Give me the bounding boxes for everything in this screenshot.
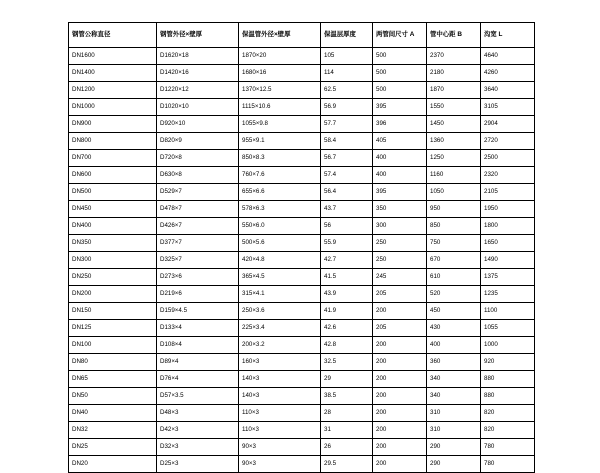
cell-insulated-od-thickness: 365×4.5 <box>239 269 321 286</box>
cell-pipe-od-thickness: D57×3.5 <box>157 388 239 405</box>
cell-insulation-thickness: 57.4 <box>321 167 373 184</box>
cell-center-distance-b: 360 <box>427 354 481 371</box>
table-row <box>69 388 535 405</box>
cell-insulation-thickness: 56.7 <box>321 150 373 167</box>
cell-trench-width-l: 880 <box>481 388 535 405</box>
cell-pipe-od-thickness: D820×9 <box>157 133 239 150</box>
cell-center-distance-b: 1870 <box>427 82 481 99</box>
cell-pipe-gap-a: 200 <box>373 337 427 354</box>
cell-insulated-od-thickness: 420×4.8 <box>239 252 321 269</box>
cell-pipe-gap-a: 200 <box>373 456 427 473</box>
cell-insulation-thickness: 105 <box>321 48 373 65</box>
cell-insulated-od-thickness: 1115×10.6 <box>239 99 321 116</box>
cell-nominal-diameter: DN450 <box>69 201 157 218</box>
table-row <box>69 456 535 473</box>
cell-nominal-diameter: DN600 <box>69 167 157 184</box>
cell-nominal-diameter: DN1400 <box>69 65 157 82</box>
cell-nominal-diameter: DN65 <box>69 371 157 388</box>
cell-pipe-gap-a: 300 <box>373 218 427 235</box>
cell-trench-width-l: 3105 <box>481 99 535 116</box>
cell-trench-width-l: 780 <box>481 439 535 456</box>
cell-pipe-od-thickness: D920×10 <box>157 116 239 133</box>
cell-trench-width-l: 820 <box>481 405 535 422</box>
cell-center-distance-b: 1050 <box>427 184 481 201</box>
cell-pipe-od-thickness: D1420×16 <box>157 65 239 82</box>
cell-center-distance-b: 290 <box>427 439 481 456</box>
cell-pipe-gap-a: 200 <box>373 405 427 422</box>
table-row <box>69 201 535 218</box>
table-row <box>69 150 535 167</box>
cell-trench-width-l: 1000 <box>481 337 535 354</box>
cell-insulation-thickness: 42.7 <box>321 252 373 269</box>
cell-nominal-diameter: DN900 <box>69 116 157 133</box>
cell-insulation-thickness: 56 <box>321 218 373 235</box>
table-row <box>69 48 535 65</box>
cell-trench-width-l: 1235 <box>481 286 535 303</box>
cell-trench-width-l: 1055 <box>481 320 535 337</box>
cell-pipe-od-thickness: D1020×10 <box>157 99 239 116</box>
pipe-specification-table <box>68 22 535 473</box>
cell-nominal-diameter: DN1200 <box>69 82 157 99</box>
cell-center-distance-b: 670 <box>427 252 481 269</box>
cell-pipe-gap-a: 200 <box>373 439 427 456</box>
table-row <box>69 337 535 354</box>
cell-center-distance-b: 850 <box>427 218 481 235</box>
cell-insulated-od-thickness: 140×3 <box>239 388 321 405</box>
table-row <box>69 133 535 150</box>
cell-pipe-gap-a: 250 <box>373 252 427 269</box>
table-row <box>69 235 535 252</box>
cell-insulation-thickness: 29 <box>321 371 373 388</box>
cell-nominal-diameter: DN125 <box>69 320 157 337</box>
cell-insulation-thickness: 32.5 <box>321 354 373 371</box>
cell-pipe-od-thickness: D48×3 <box>157 405 239 422</box>
table-row <box>69 303 535 320</box>
cell-pipe-od-thickness: D25×3 <box>157 456 239 473</box>
cell-pipe-od-thickness: D426×7 <box>157 218 239 235</box>
cell-center-distance-b: 310 <box>427 422 481 439</box>
cell-pipe-od-thickness: D32×3 <box>157 439 239 456</box>
cell-trench-width-l: 920 <box>481 354 535 371</box>
cell-insulation-thickness: 42.6 <box>321 320 373 337</box>
cell-pipe-od-thickness: D1620×18 <box>157 48 239 65</box>
cell-insulation-thickness: 29.5 <box>321 456 373 473</box>
cell-insulated-od-thickness: 315×4.1 <box>239 286 321 303</box>
cell-insulated-od-thickness: 140×3 <box>239 371 321 388</box>
cell-insulation-thickness: 56.4 <box>321 184 373 201</box>
cell-nominal-diameter: DN200 <box>69 286 157 303</box>
column-header-nominal-diameter: 钢管公称直径 <box>69 23 157 48</box>
cell-trench-width-l: 2720 <box>481 133 535 150</box>
column-header-insulated-od-thickness: 保温管外径×壁厚 <box>239 23 321 48</box>
cell-insulated-od-thickness: 1680×16 <box>239 65 321 82</box>
cell-insulation-thickness: 41.5 <box>321 269 373 286</box>
cell-insulated-od-thickness: 225×3.4 <box>239 320 321 337</box>
cell-nominal-diameter: DN800 <box>69 133 157 150</box>
spec-table-container <box>68 22 534 473</box>
cell-trench-width-l: 3640 <box>481 82 535 99</box>
cell-trench-width-l: 2105 <box>481 184 535 201</box>
cell-pipe-gap-a: 350 <box>373 201 427 218</box>
cell-insulated-od-thickness: 578×6.3 <box>239 201 321 218</box>
cell-trench-width-l: 820 <box>481 422 535 439</box>
cell-pipe-gap-a: 200 <box>373 371 427 388</box>
cell-center-distance-b: 1160 <box>427 167 481 184</box>
cell-trench-width-l: 4260 <box>481 65 535 82</box>
cell-nominal-diameter: DN1600 <box>69 48 157 65</box>
cell-pipe-gap-a: 396 <box>373 116 427 133</box>
cell-center-distance-b: 1450 <box>427 116 481 133</box>
cell-pipe-gap-a: 500 <box>373 48 427 65</box>
cell-center-distance-b: 340 <box>427 388 481 405</box>
table-header-row <box>69 23 535 48</box>
cell-pipe-gap-a: 200 <box>373 388 427 405</box>
cell-nominal-diameter: DN350 <box>69 235 157 252</box>
cell-pipe-od-thickness: D89×4 <box>157 354 239 371</box>
cell-center-distance-b: 310 <box>427 405 481 422</box>
column-header-insulation-thickness: 保温层厚度 <box>321 23 373 48</box>
cell-center-distance-b: 2180 <box>427 65 481 82</box>
cell-insulated-od-thickness: 850×8.3 <box>239 150 321 167</box>
cell-pipe-od-thickness: D1220×12 <box>157 82 239 99</box>
cell-nominal-diameter: DN80 <box>69 354 157 371</box>
cell-insulated-od-thickness: 250×3.6 <box>239 303 321 320</box>
cell-pipe-od-thickness: D325×7 <box>157 252 239 269</box>
column-header-pipe-od-thickness: 钢管外径×壁厚 <box>157 23 239 48</box>
cell-center-distance-b: 400 <box>427 337 481 354</box>
cell-insulated-od-thickness: 160×3 <box>239 354 321 371</box>
cell-insulated-od-thickness: 110×3 <box>239 422 321 439</box>
table-body <box>69 48 535 473</box>
cell-pipe-gap-a: 200 <box>373 422 427 439</box>
table-row <box>69 99 535 116</box>
cell-insulated-od-thickness: 655×6.6 <box>239 184 321 201</box>
table-row <box>69 218 535 235</box>
cell-insulation-thickness: 114 <box>321 65 373 82</box>
cell-insulation-thickness: 55.9 <box>321 235 373 252</box>
cell-pipe-od-thickness: D76×4 <box>157 371 239 388</box>
cell-nominal-diameter: DN150 <box>69 303 157 320</box>
cell-center-distance-b: 1360 <box>427 133 481 150</box>
cell-trench-width-l: 780 <box>481 456 535 473</box>
cell-insulation-thickness: 41.9 <box>321 303 373 320</box>
cell-pipe-gap-a: 250 <box>373 235 427 252</box>
table-row <box>69 167 535 184</box>
cell-trench-width-l: 2904 <box>481 116 535 133</box>
cell-center-distance-b: 2370 <box>427 48 481 65</box>
table-row <box>69 371 535 388</box>
cell-nominal-diameter: DN40 <box>69 405 157 422</box>
cell-insulation-thickness: 31 <box>321 422 373 439</box>
cell-center-distance-b: 520 <box>427 286 481 303</box>
cell-pipe-gap-a: 205 <box>373 286 427 303</box>
cell-pipe-gap-a: 205 <box>373 320 427 337</box>
cell-insulation-thickness: 58.4 <box>321 133 373 150</box>
cell-pipe-od-thickness: D478×7 <box>157 201 239 218</box>
cell-pipe-od-thickness: D133×4 <box>157 320 239 337</box>
cell-insulation-thickness: 26 <box>321 439 373 456</box>
cell-nominal-diameter: DN400 <box>69 218 157 235</box>
cell-pipe-gap-a: 395 <box>373 99 427 116</box>
cell-trench-width-l: 1800 <box>481 218 535 235</box>
cell-pipe-gap-a: 500 <box>373 82 427 99</box>
cell-trench-width-l: 2500 <box>481 150 535 167</box>
cell-insulated-od-thickness: 760×7.6 <box>239 167 321 184</box>
cell-pipe-gap-a: 200 <box>373 303 427 320</box>
cell-insulated-od-thickness: 90×3 <box>239 439 321 456</box>
cell-pipe-gap-a: 395 <box>373 184 427 201</box>
cell-pipe-od-thickness: D108×4 <box>157 337 239 354</box>
cell-nominal-diameter: DN50 <box>69 388 157 405</box>
cell-nominal-diameter: DN700 <box>69 150 157 167</box>
cell-center-distance-b: 610 <box>427 269 481 286</box>
cell-pipe-gap-a: 405 <box>373 133 427 150</box>
cell-trench-width-l: 1375 <box>481 269 535 286</box>
cell-insulation-thickness: 42.8 <box>321 337 373 354</box>
cell-insulated-od-thickness: 1055×9.8 <box>239 116 321 133</box>
cell-insulated-od-thickness: 1370×12.5 <box>239 82 321 99</box>
cell-insulation-thickness: 57.7 <box>321 116 373 133</box>
cell-center-distance-b: 340 <box>427 371 481 388</box>
table-row <box>69 405 535 422</box>
cell-center-distance-b: 950 <box>427 201 481 218</box>
cell-center-distance-b: 1550 <box>427 99 481 116</box>
table-row <box>69 354 535 371</box>
cell-center-distance-b: 430 <box>427 320 481 337</box>
cell-pipe-od-thickness: D273×6 <box>157 269 239 286</box>
cell-pipe-od-thickness: D529×7 <box>157 184 239 201</box>
cell-pipe-od-thickness: D219×6 <box>157 286 239 303</box>
table-row <box>69 82 535 99</box>
cell-nominal-diameter: DN300 <box>69 252 157 269</box>
cell-insulated-od-thickness: 500×5.6 <box>239 235 321 252</box>
cell-nominal-diameter: DN32 <box>69 422 157 439</box>
cell-pipe-od-thickness: D377×7 <box>157 235 239 252</box>
column-header-trench-width-l: 沟宽 L <box>481 23 535 48</box>
cell-insulation-thickness: 43.7 <box>321 201 373 218</box>
cell-insulated-od-thickness: 110×3 <box>239 405 321 422</box>
cell-nominal-diameter: DN500 <box>69 184 157 201</box>
cell-trench-width-l: 1650 <box>481 235 535 252</box>
cell-pipe-od-thickness: D720×8 <box>157 150 239 167</box>
cell-trench-width-l: 2320 <box>481 167 535 184</box>
column-header-center-distance-b: 管中心距 B <box>427 23 481 48</box>
cell-pipe-gap-a: 400 <box>373 167 427 184</box>
cell-center-distance-b: 450 <box>427 303 481 320</box>
cell-pipe-gap-a: 500 <box>373 65 427 82</box>
cell-nominal-diameter: DN100 <box>69 337 157 354</box>
cell-center-distance-b: 1250 <box>427 150 481 167</box>
cell-trench-width-l: 1490 <box>481 252 535 269</box>
table-row <box>69 439 535 456</box>
table-row <box>69 252 535 269</box>
cell-pipe-od-thickness: D159×4.5 <box>157 303 239 320</box>
table-row <box>69 286 535 303</box>
cell-nominal-diameter: DN1000 <box>69 99 157 116</box>
table-row <box>69 269 535 286</box>
table-row <box>69 184 535 201</box>
cell-insulated-od-thickness: 955×9.1 <box>239 133 321 150</box>
cell-pipe-od-thickness: D42×3 <box>157 422 239 439</box>
table-row <box>69 422 535 439</box>
cell-insulated-od-thickness: 550×6.0 <box>239 218 321 235</box>
table-row <box>69 116 535 133</box>
cell-insulation-thickness: 56.9 <box>321 99 373 116</box>
cell-center-distance-b: 290 <box>427 456 481 473</box>
cell-nominal-diameter: DN250 <box>69 269 157 286</box>
cell-nominal-diameter: DN25 <box>69 439 157 456</box>
cell-center-distance-b: 750 <box>427 235 481 252</box>
column-header-pipe-gap-a: 两管间尺寸 A <box>373 23 427 48</box>
cell-trench-width-l: 4640 <box>481 48 535 65</box>
cell-pipe-gap-a: 245 <box>373 269 427 286</box>
cell-nominal-diameter: DN20 <box>69 456 157 473</box>
cell-insulation-thickness: 38.5 <box>321 388 373 405</box>
table-row <box>69 65 535 82</box>
cell-insulation-thickness: 62.5 <box>321 82 373 99</box>
cell-insulated-od-thickness: 1870×20 <box>239 48 321 65</box>
cell-insulated-od-thickness: 90×3 <box>239 456 321 473</box>
cell-pipe-gap-a: 400 <box>373 150 427 167</box>
cell-insulation-thickness: 28 <box>321 405 373 422</box>
table-row <box>69 320 535 337</box>
cell-insulated-od-thickness: 200×3.2 <box>239 337 321 354</box>
cell-pipe-gap-a: 200 <box>373 354 427 371</box>
cell-pipe-od-thickness: D630×8 <box>157 167 239 184</box>
cell-trench-width-l: 880 <box>481 371 535 388</box>
cell-trench-width-l: 1950 <box>481 201 535 218</box>
cell-insulation-thickness: 43.9 <box>321 286 373 303</box>
table-header <box>69 23 535 48</box>
cell-trench-width-l: 1100 <box>481 303 535 320</box>
